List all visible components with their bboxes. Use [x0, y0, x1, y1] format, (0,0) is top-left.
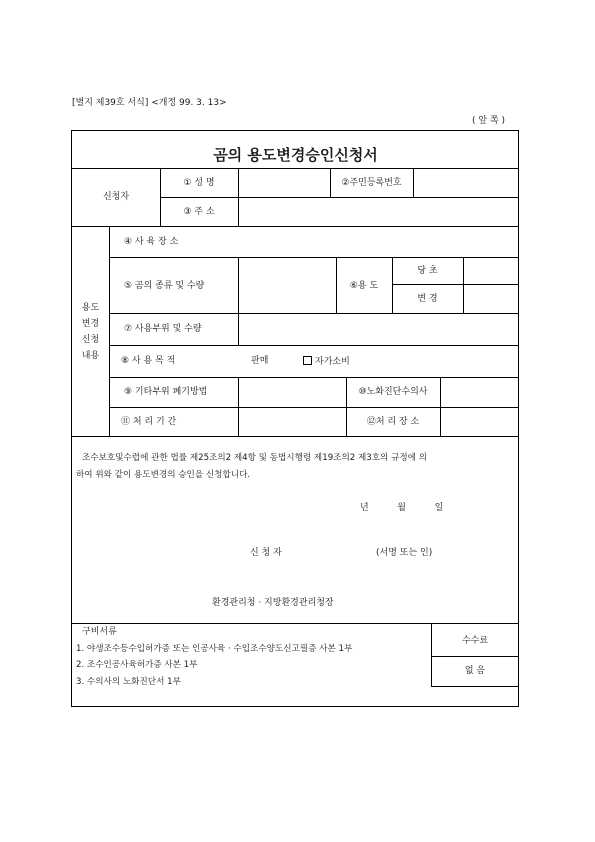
divider [431, 656, 519, 657]
resident-id-field[interactable] [414, 169, 518, 197]
address-label: ③ 주 소 [183, 207, 215, 217]
purpose-option-sale[interactable]: 판매 [251, 356, 269, 366]
parts-qty-field[interactable] [239, 314, 518, 345]
document-item-3: 3. 수의사의 노화진단서 1부 [76, 677, 181, 687]
fee-label: 수수료 [461, 636, 489, 646]
usage-label: ⑥용 도 [349, 281, 379, 291]
document-item-1: 1. 야생조수등수입허가증 또는 인공사육 · 수입조수양도신고필증 사본 1부 [76, 644, 353, 654]
farm-location-field[interactable] [239, 227, 518, 257]
processing-place-field[interactable] [441, 408, 518, 436]
processing-place-label: ⑫처 리 장 소 [366, 417, 420, 427]
resident-id-label: ②주민등록번호 [341, 178, 402, 188]
processing-period-field[interactable] [239, 408, 346, 436]
farm-location-label: ④ 사 육 장 소 [124, 237, 179, 247]
signer-field[interactable] [300, 542, 370, 562]
divider [431, 686, 519, 687]
applicant-section-label: 신청자 [102, 192, 130, 202]
self-use-checkbox[interactable] [303, 356, 312, 365]
statement-line-1: 조수보호및수렵에 관한 법률 제25조의2 제4항 및 동법시행령 제19조의2 제3호의 규정에 의 [82, 453, 428, 463]
sign-note: (서명 또는 인) [376, 548, 433, 558]
disposal-method-label: ⑨ 기타부위 폐기방법 [124, 387, 208, 397]
fee-value: 없 음 [464, 666, 486, 676]
form-reference: [별지 제39호 서식] <개정 99. 3. 13> [72, 98, 227, 108]
original-usage-label: 당 초 [417, 266, 438, 276]
purpose-option-self-use[interactable] [303, 356, 350, 368]
page-side-label: ( 앞 쪽 ) [472, 116, 505, 126]
divider [109, 345, 519, 346]
usage-section-label-2: 변경 [81, 319, 100, 329]
original-usage-field[interactable] [464, 258, 518, 284]
signer-label: 신 청 자 [250, 548, 282, 558]
form-title: 곰의 용도변경승인신청서 [213, 146, 378, 164]
changed-usage-label: 변 경 [417, 294, 438, 304]
changed-usage-field[interactable] [464, 285, 518, 313]
processing-period-label: ⑪ 처 리 기 간 [121, 417, 177, 427]
bear-type-qty-label: ⑤ 곰의 종류 및 수량 [124, 281, 205, 291]
recipient: 환경관리청 · 지방환경관리청장 [212, 598, 334, 608]
divider [109, 226, 110, 436]
aging-vet-label: ⑩노화진단수의사 [358, 387, 428, 397]
statement-line-2: 하여 위와 같이 용도변경의 승인을 신청합니다. [76, 470, 251, 480]
usage-section-label-4: 내용 [81, 351, 100, 361]
name-field[interactable] [239, 169, 330, 197]
disposal-method-field[interactable] [239, 378, 346, 407]
divider [71, 436, 519, 437]
purpose-label: ⑧ 사 용 목 적 [121, 356, 176, 366]
application-date: 년 월 일 [360, 503, 444, 513]
self-use-label: 자가소비 [315, 357, 350, 367]
usage-section-label-1: 용도 [81, 303, 100, 313]
bear-type-qty-field[interactable] [239, 258, 336, 313]
divider [71, 623, 519, 624]
address-field[interactable] [239, 198, 518, 226]
document-item-2: 2. 조수인공사육허가증 사본 1부 [76, 660, 198, 670]
name-label: ① 성 명 [183, 178, 215, 188]
usage-section-label-3: 신청 [81, 335, 100, 345]
documents-header: 구비서류 [82, 627, 117, 637]
parts-qty-label: ⑦ 사용부위 및 수량 [124, 324, 202, 334]
aging-vet-field[interactable] [441, 378, 518, 407]
